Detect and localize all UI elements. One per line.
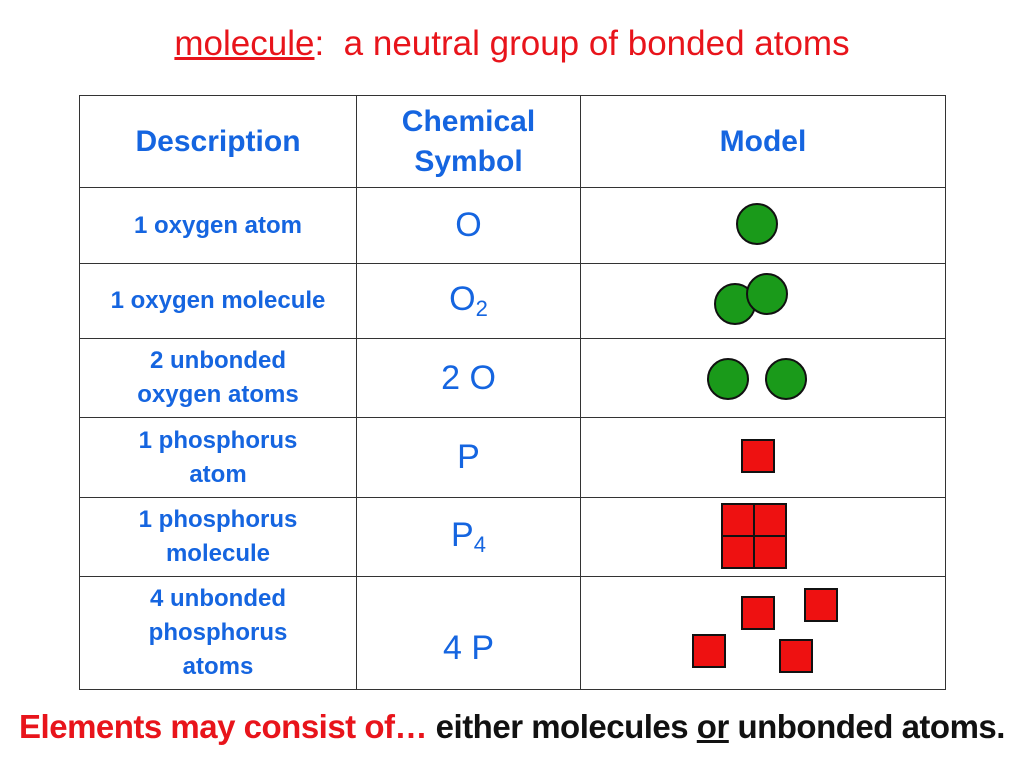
- symbol-subscript: 2: [475, 296, 488, 321]
- row-model: [581, 264, 946, 339]
- title-colon: :: [314, 24, 325, 63]
- oxygen-atom: [747, 274, 787, 314]
- row-description: [80, 339, 357, 418]
- title-definition: a neutral group of bonded atoms: [343, 24, 850, 63]
- row-symbol: [357, 339, 581, 418]
- header-symbol-line2: Symbol: [414, 144, 523, 178]
- description-line: molecule: [165, 540, 271, 567]
- description-line: 2 unbonded: [150, 347, 286, 374]
- phosphorus-atom: [722, 536, 754, 568]
- unbonded-phosphorus-model: [581, 577, 946, 689]
- header-model: Model: [581, 96, 946, 188]
- footer-part1: either molecules: [427, 708, 697, 745]
- phosphorus-atom-model: [581, 418, 946, 497]
- footer-part2: unbonded atoms.: [728, 708, 1005, 745]
- title-term: molecule: [174, 24, 315, 63]
- row-description: [80, 264, 357, 339]
- phosphorus-atom: [742, 597, 774, 629]
- description-line: atom: [189, 460, 247, 488]
- symbol-text: O: [449, 280, 476, 318]
- row-description: [80, 418, 357, 498]
- row-symbol: [357, 188, 581, 264]
- description-line: atoms: [182, 653, 254, 680]
- description-line: 1 phosphorus: [138, 426, 298, 454]
- phosphorus-atom: [693, 635, 725, 667]
- table-row: [80, 339, 946, 418]
- row-model: [581, 188, 946, 264]
- row-symbol: [357, 264, 581, 339]
- row-symbol: [357, 577, 581, 690]
- table-row: [80, 418, 946, 498]
- description-line: 1 oxygen molecule: [110, 287, 326, 314]
- table-header-row: [80, 96, 946, 188]
- unbonded-oxygen-model: [581, 339, 946, 417]
- table-row: [80, 577, 946, 690]
- footer-or: or: [696, 708, 729, 745]
- row-description: [80, 188, 357, 264]
- oxygen-atom-model: [581, 188, 946, 263]
- description-line: oxygen atoms: [137, 381, 299, 408]
- symbol-text: P: [451, 516, 474, 554]
- description-line: 1 oxygen atom: [133, 211, 303, 239]
- row-symbol: [357, 498, 581, 577]
- row-model: [581, 418, 946, 498]
- footer-lead: Elements may consist of…: [19, 708, 427, 745]
- slide-title: [0, 24, 1024, 64]
- header-description: Description: [80, 96, 357, 188]
- description-line: 1 phosphorus: [138, 506, 298, 533]
- footer-statement: [0, 708, 1024, 746]
- table-row: [80, 188, 946, 264]
- table-row: [80, 498, 946, 577]
- oxygen-atom: [766, 359, 806, 399]
- description-line: 4 unbonded: [150, 585, 286, 612]
- phosphorus-molecule-model: [581, 498, 946, 576]
- symbol-text: 4 P: [442, 628, 495, 667]
- row-model: [581, 339, 946, 418]
- row-description: [80, 577, 357, 690]
- symbol-text: O: [455, 206, 482, 244]
- oxygen-molecule-model: [581, 264, 946, 338]
- oxygen-atom: [737, 204, 777, 244]
- oxygen-atom: [708, 359, 748, 399]
- phosphorus-atom: [722, 504, 754, 536]
- molecule-table: [79, 95, 946, 690]
- table-row: [80, 264, 946, 339]
- row-description: [80, 498, 357, 577]
- phosphorus-atom: [780, 640, 812, 672]
- header-chemical-symbol: [357, 96, 581, 188]
- phosphorus-atom: [742, 440, 774, 472]
- symbol-subscript: 4: [473, 532, 486, 557]
- phosphorus-atom: [754, 504, 786, 536]
- symbol-text: P: [457, 438, 480, 476]
- row-model: [581, 498, 946, 577]
- row-model: [581, 577, 946, 690]
- description-line: phosphorus: [148, 619, 288, 646]
- symbol-text: 2 O: [441, 358, 496, 397]
- header-symbol-line1: Chemical: [401, 104, 536, 138]
- phosphorus-atom: [754, 536, 786, 568]
- row-symbol: [357, 418, 581, 498]
- phosphorus-atom: [805, 589, 837, 621]
